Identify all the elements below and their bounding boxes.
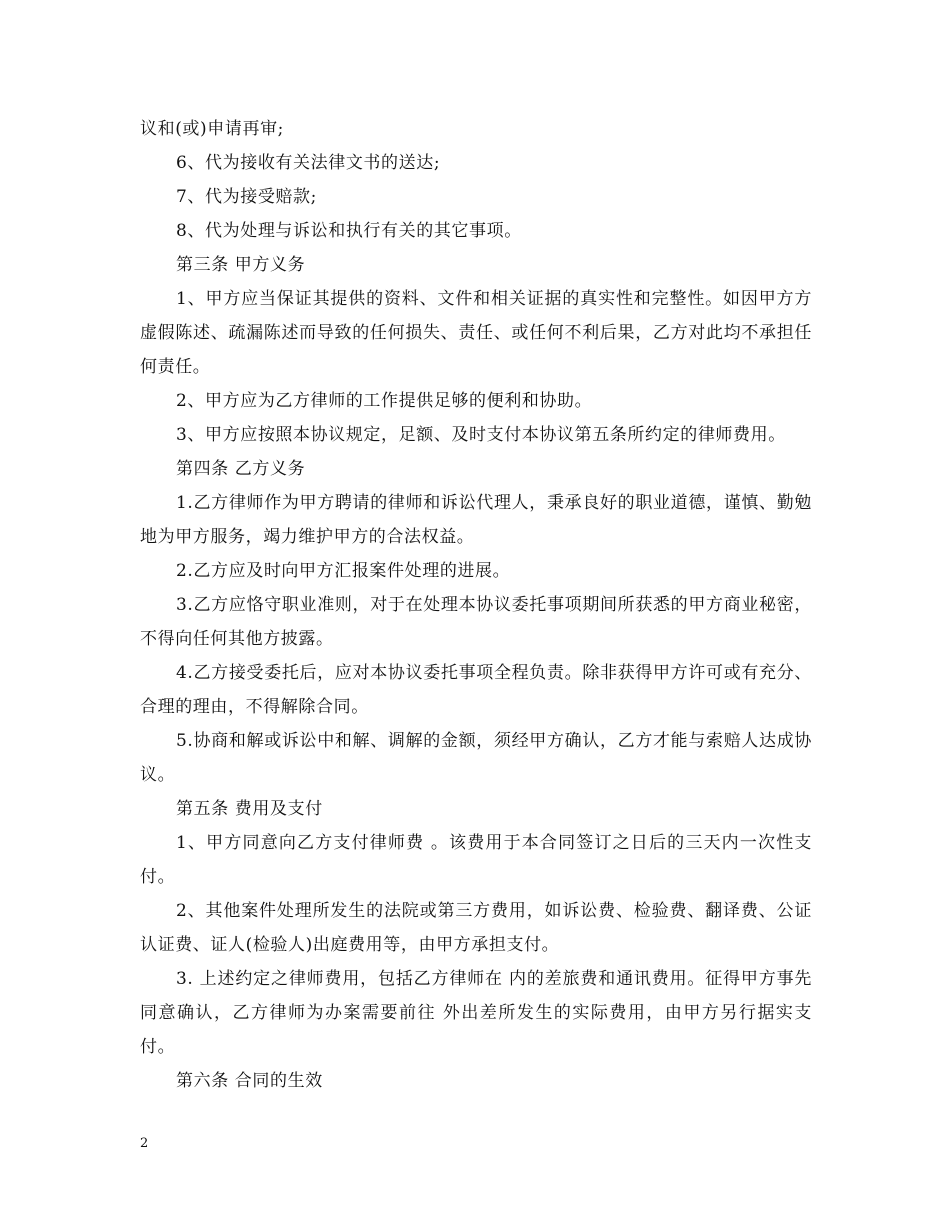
paragraph: 议和(或)申请再审;	[140, 119, 284, 139]
paragraph: 2.乙方应及时向甲方汇报案件处理的进展。	[176, 561, 511, 581]
paragraph: 第五条 费用及支付	[176, 799, 323, 819]
page-number: 2	[140, 1136, 149, 1151]
paragraph: 5.协商和解或诉讼中和解、调解的金额，须经甲方确认，乙方才能与索赔人达成协议。	[140, 731, 812, 785]
paragraph: 1、甲方应当保证其提供的资料、文件和相关证据的真实性和完整性。如因甲方方虚假陈述、疏漏陈述而导致的任何损失、责任、或任何不利后果，乙方对此均不承担任何责任。	[140, 289, 812, 377]
paragraph: 3.乙方应恪守职业准则，对于在处理本协议委托事项期间所获悉的甲方商业秘密，不得向任何其他方披露。	[140, 595, 812, 649]
paragraph: 2、甲方应为乙方律师的工作提供足够的便利和协助。	[176, 391, 593, 411]
paragraph: 3、甲方应按照本协议规定，足额、及时支付本协议第五条所约定的律师费用。	[176, 425, 786, 445]
paragraph: 1.乙方律师作为甲方聘请的律师和诉讼代理人，秉承良好的职业道德，谨慎、勤勉地为甲方服务，竭力维护甲方的合法权益。	[140, 493, 812, 547]
paragraph: 第四条 乙方义务	[176, 459, 306, 479]
paragraph: 8、代为处理与诉讼和执行有关的其它事项。	[176, 221, 522, 241]
paragraph: 1、甲方同意向乙方支付律师费 。该费用于本合同签订之日后的三天内一次性支付。	[140, 833, 812, 887]
paragraph: 2、其他案件处理所发生的法院或第三方费用，如诉讼费、检验费、翻译费、公证认证费、证人(检验人)出庭费用等，由甲方承担支付。	[140, 901, 812, 955]
paragraph: 3. 上述约定之律师费用，包括乙方律师在 内的差旅费和通讯费用。征得甲方事先同意确认，乙方律师为办案需要前往 外出差所发生的实际费用，由甲方另行据实支付。	[140, 969, 812, 1057]
paragraph: 第三条 甲方义务	[176, 255, 306, 275]
paragraph: 7、代为接受赔款;	[176, 187, 317, 207]
paragraph: 6、代为接收有关法律文书的送达;	[176, 153, 441, 173]
document-body	[140, 112, 812, 1098]
paragraph: 第六条 合同的生效	[176, 1071, 323, 1091]
paragraph: 4.乙方接受委托后，应对本协议委托事项全程负责。除非获得甲方许可或有充分、合理的理由，不得解除合同。	[140, 663, 812, 717]
